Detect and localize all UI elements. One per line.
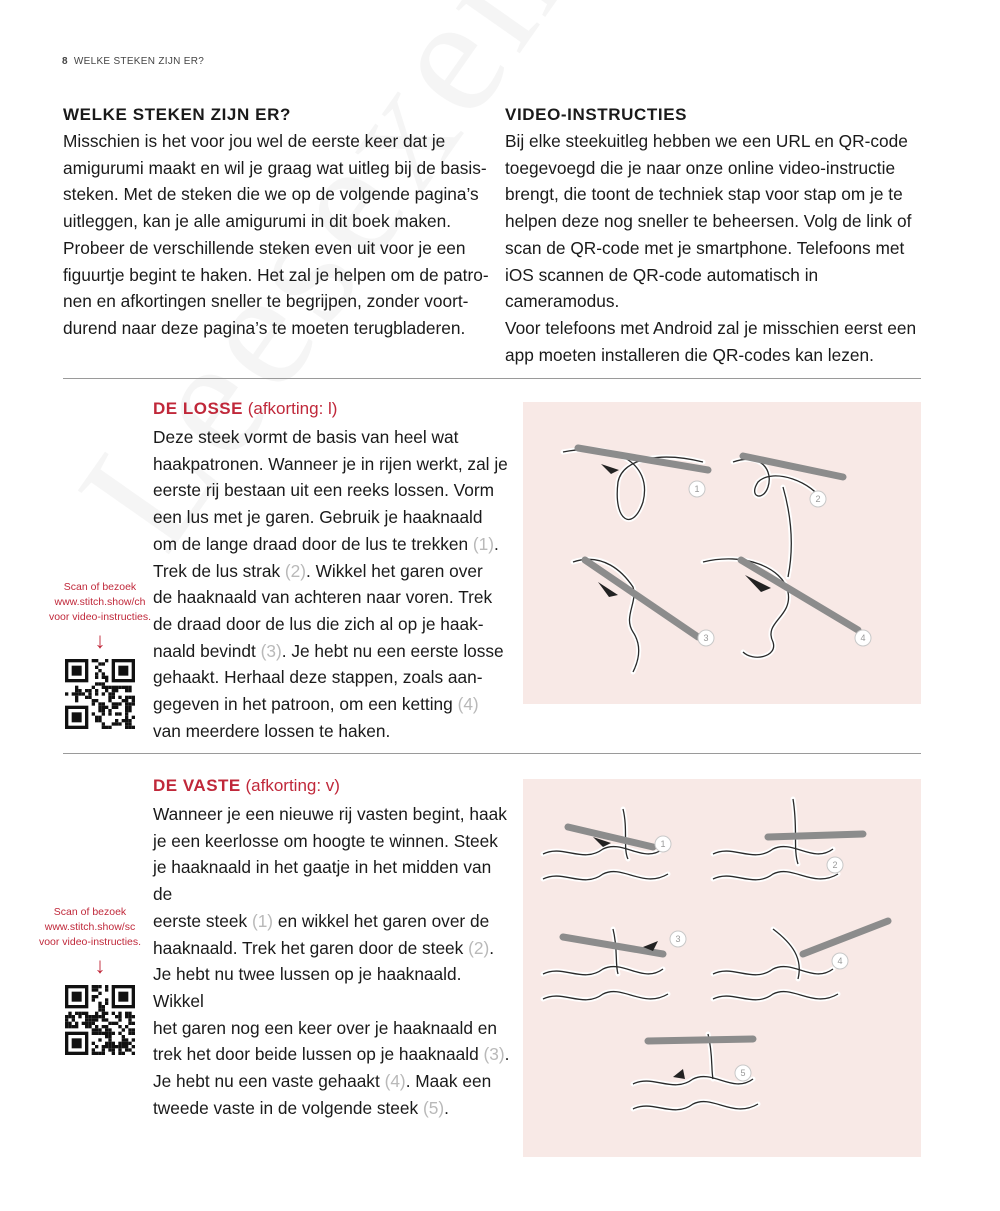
vaste-scan-line-3: voor video-instructies. [38,936,142,948]
step-reference: (4) [384,1071,406,1092]
vaste-step-2: 2 [832,860,838,870]
video-line: scan de QR-code met je smartphone. Telefoons met [505,237,905,258]
losse-step-3: 3 [703,633,709,643]
vaste-step-4: 4 [837,956,843,966]
losse-scan-line-1: Scan of bezoek [63,581,137,593]
vaste-line [153,961,513,1014]
text-segment: een lus met je garen. Gebruik je haaknaald [153,507,483,528]
losse-line [153,451,513,478]
text-segment: Wanneer je een nieuwe rij vasten begint, haak [153,804,507,824]
vaste-illustration [523,779,921,1157]
losse-line [153,664,513,691]
text-segment: naald bevindt [153,640,261,661]
text-segment: . [489,937,495,958]
losse-scan-url[interactable]: www.stitch.show/ch [54,596,146,608]
vaste-text [153,801,513,1121]
vaste-heading [153,776,340,796]
text-segment: Trek de lus strak [153,560,285,581]
vaste-line [153,801,513,828]
losse-line [153,691,513,718]
text-segment: van meerdere lossen te haken. [153,720,391,741]
vaste-line [153,1041,513,1068]
qr-code-icon[interactable] [65,985,135,1055]
text-segment: je haaknaald in het gaatje in het midden van de [153,857,492,905]
video-line: iOS scannen de QR-code automatisch in cameramodus. [505,264,819,312]
page-number: 8 [62,56,68,67]
step-reference: (4) [457,694,479,715]
step-reference: (3) [260,640,282,661]
video-line: helpen deze nog sneller te beheersen. Volg de link of [505,211,912,232]
text-segment: haakpatronen. Wanneer je in rijen werkt, zal je [153,453,508,474]
losse-name: DE LOSSE [153,399,243,418]
video-line: toegevoegd die je naar onze online video-instructie [505,157,896,178]
video-title: VIDEO-INSTRUCTIES [505,105,688,124]
step-reference: (1) [251,910,274,931]
losse-scan-note[interactable] [45,580,155,625]
text-segment: Deze steek vormt de basis van heel wat [153,427,459,447]
intro-line: uitleggen, kan je alle amigurumi in dit boek maken. [63,211,452,232]
text-segment: . [504,1044,510,1065]
vaste-scan-line-1: Scan of bezoek [53,906,127,918]
intro-line: Probeer de verschillende steken even uit voor je een [63,237,466,258]
vaste-line [153,828,513,855]
video-line: brengt, die toont de techniek stap voor stap om je te [505,184,903,205]
text-segment: om de lange draad door de lus te trekken [153,533,473,554]
text-segment: . Maak een [405,1071,492,1092]
running-title: WELKE STEKEN ZIJN ER? [73,56,205,67]
text-segment: tweede vaste in de volgende steek [153,1097,423,1118]
step-reference: (2) [284,560,307,581]
intro-line: amigurumi maakt en wil je graag wat uitleg bij de basis- [63,157,487,178]
text-segment: eerste steek [153,910,252,931]
text-segment: haaknaald. Trek het garen door de steek [153,937,469,958]
vaste-line [153,854,513,907]
text-segment: gegeven in het patroon, om een ketting [153,694,458,715]
vaste-scan-note[interactable] [35,905,145,950]
losse-heading [153,399,337,419]
text-segment: . Je hebt nu een eerste losse [281,640,504,661]
text-segment: de draad door de lus die zich al op je haak- [153,613,484,634]
video-text [505,128,935,368]
losse-line [153,584,513,611]
step-reference: (2) [468,937,490,958]
intro-title: WELKE STEKEN ZIJN ER? [63,105,291,124]
vaste-step-3: 3 [675,934,681,944]
losse-step-2: 2 [815,494,821,504]
vaste-line [153,935,513,962]
vaste-step-5: 5 [740,1068,746,1078]
intro-line: figuurtje begint te haken. Het zal je helpen om de patro- [63,264,489,285]
vaste-line [153,1095,513,1122]
vaste-line [153,908,513,935]
losse-line [153,638,513,665]
divider-middle [63,753,921,754]
losse-illustration-panel [523,402,921,704]
running-header [62,56,204,67]
intro-line: Misschien is het voor jou wel de eerste keer dat je [63,131,446,151]
step-reference: (1) [472,533,495,554]
vaste-line [153,1068,513,1095]
losse-line [153,477,513,504]
text-segment: trek het door beide lussen op je haaknaald [153,1044,484,1065]
intro-line: steken. Met de steken die we op de volgende pagina’s [63,184,479,205]
vaste-scan-url[interactable]: www.stitch.show/sc [44,921,136,933]
losse-step-4: 4 [860,633,866,643]
step-reference: (3) [483,1044,505,1065]
arrow-down-icon: ↓ [94,953,106,978]
step-reference: (5) [422,1097,445,1118]
text-segment: . [494,533,499,554]
text-segment: gehaakt. Herhaal deze stappen, zoals aan- [153,667,483,688]
video-line: Voor telefoons met Android zal je misschien eerst een [505,317,917,338]
text-segment: de haaknaald van achteren naar voren. Trek [153,587,493,608]
text-segment: het garen nog een keer over je haaknaald en [153,1017,497,1038]
vaste-abbr: (afkorting: v) [245,776,340,795]
losse-scan-line-3: voor video-instructies. [48,611,152,623]
intro-line: nen en afkortingen sneller te begrijpen, zonder voort- [63,291,469,312]
intro-line: durend naar deze pagina’s te moeten terugbladeren. [63,317,466,338]
losse-text [153,424,513,744]
qr-code-icon[interactable] [65,659,135,729]
losse-line [153,424,513,451]
losse-line [153,611,513,638]
text-segment: . Wikkel het garen over [306,560,483,581]
losse-line [153,504,513,531]
text-segment: eerste rij bestaan uit een reeks lossen. Vorm [153,480,495,501]
losse-line [153,531,513,558]
vaste-line [153,1015,513,1042]
intro-text [63,128,493,342]
losse-abbr: (afkorting: l) [247,399,338,418]
losse-step-1: 1 [694,484,700,494]
arrow-down-icon: ↓ [94,628,106,653]
text-segment: je een keerlosse om hoogte te winnen. Steek [153,830,498,851]
vaste-step-1: 1 [660,839,666,849]
text-segment: Je hebt nu twee lussen op je haaknaald. Wikkel [153,964,462,1011]
video-line: app moeten installeren die QR-codes kan lezen. [505,344,874,365]
video-line: Bij elke steekuitleg hebben we een URL en QR-code [505,131,908,151]
text-segment: . [444,1097,449,1118]
losse-line [153,718,513,745]
text-segment: en wikkel het garen over de [273,910,490,931]
vaste-illustration-panel [523,779,921,1157]
losse-line [153,558,513,585]
divider-top [63,378,921,379]
vaste-name: DE VASTE [153,776,241,795]
losse-illustration [523,402,921,704]
text-segment: Je hebt nu een vaste gehaakt [153,1071,385,1092]
